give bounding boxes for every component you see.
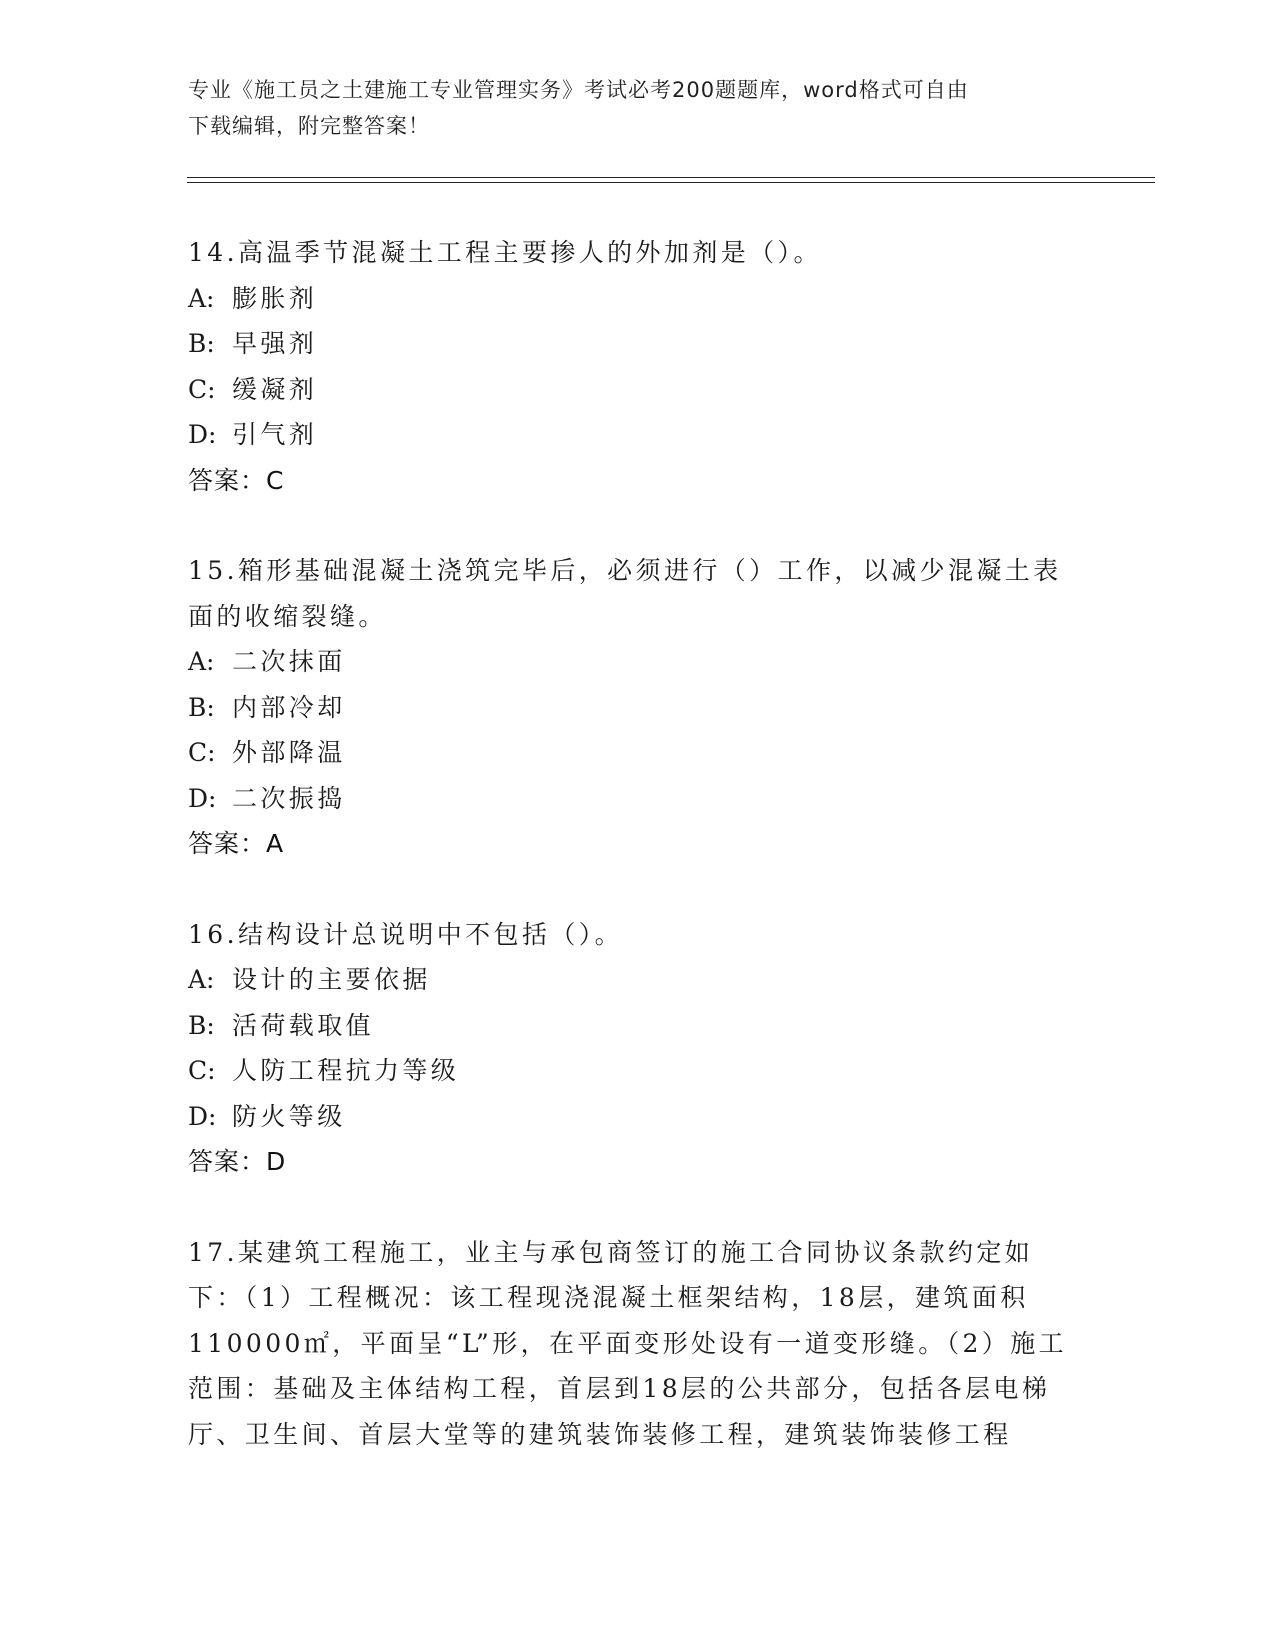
question-stem: 17.某建筑工程施工，业主与承包商签订的施工合同协议条款约定如下：（1）工程概况：该工程现浇混凝土框架结构，18层，建筑面积110000㎡，平面呈“L”形，在平面变形处设有一道变形缝。（2）施工范围：基础及主体结构工程，首层到18层的公共部分，包括各层电梯厅、卫生间、首层大堂等的建筑装饰装修工程，建筑装饰装修工程 [188,1237,1068,1449]
option-text: 活荷载取值 [232,1010,375,1040]
option-text: 膨胀剂 [232,283,318,313]
option-b [188,685,1088,731]
answer-line: 答案：D [188,1147,287,1176]
option-c [188,367,1088,413]
option-d [188,776,1088,822]
option-text: 人防工程抗力等级 [232,1056,460,1085]
option-key: C: [188,374,216,404]
question-14 [188,230,1088,503]
option-text: 外部降温 [232,738,346,767]
question-16 [188,912,1088,1185]
option-text: 二次抹面 [232,647,346,676]
option-key: D: [188,420,217,449]
option-text: 内部冷却 [232,692,346,722]
option-d [188,412,1088,458]
option-b [188,321,1088,367]
option-key: B: [188,329,215,358]
header-line-1: 专业《施工员之土建施工专业管理实务》考试必考200题题库，word格式可自由 [188,78,969,102]
option-key: A: [188,965,215,994]
option-key: C: [188,1056,216,1085]
option-c [188,730,1088,776]
question-stem: 15.箱形基础混凝土浇筑完毕后，必须进行（）工作，以减少混凝土表面的收缩裂缝。 [188,556,1062,631]
header-divider-top [187,177,1155,178]
option-text: 二次振捣 [232,783,346,813]
question-stem: 16.结构设计总说明中不包括（）。 [188,919,624,949]
option-key: C: [188,738,216,767]
option-a [188,276,1088,322]
header-divider-bottom [187,182,1155,183]
option-a [188,639,1088,685]
header-line-2: 下载编辑，附完整答案！ [188,114,430,138]
question-list [188,230,1088,1502]
question-17 [188,1230,1088,1458]
option-b [188,1003,1088,1049]
option-text: 防火等级 [232,1101,346,1131]
option-text: 早强剂 [232,329,318,358]
answer-line: 答案：C [188,465,285,495]
document-header [188,72,1068,144]
option-key: D: [188,1101,217,1131]
option-key: D: [188,783,217,813]
option-key: B: [188,1010,215,1040]
option-text: 缓凝剂 [232,374,318,404]
option-text: 设计的主要依据 [232,965,431,994]
question-stem: 14.高温季节混凝土工程主要掺人的外加剂是（）。 [188,238,822,267]
option-text: 引气剂 [232,420,318,449]
answer-line: 答案：A [188,829,285,858]
option-key: B: [188,692,215,722]
question-15 [188,548,1088,867]
option-key: A: [188,283,215,313]
option-key: A: [188,647,215,676]
option-d [188,1094,1088,1140]
option-c [188,1048,1088,1094]
option-a [188,957,1088,1003]
